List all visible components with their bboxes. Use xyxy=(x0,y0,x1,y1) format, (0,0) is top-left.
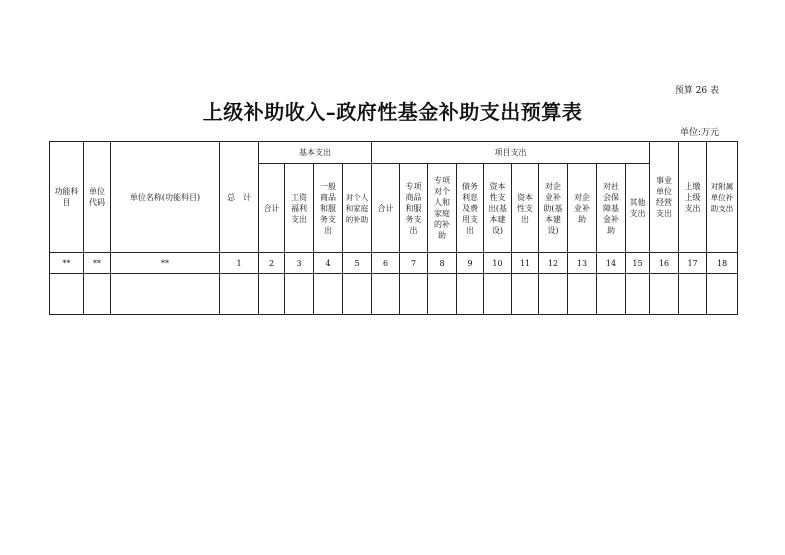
form-number: 预算 26 表 xyxy=(674,86,719,96)
data-cell xyxy=(111,274,220,315)
col-header-basic-subtotal: 合计 xyxy=(259,164,285,253)
data-cell xyxy=(679,274,707,315)
data-cell xyxy=(484,274,512,315)
col-header-func-code: 功能科 目 xyxy=(50,142,84,253)
index-cell: 9 xyxy=(457,253,484,274)
data-cell xyxy=(707,274,738,315)
data-cell xyxy=(626,274,650,315)
col-header-project-group: 项目支出 xyxy=(372,142,650,164)
data-cell xyxy=(314,274,343,315)
col-header-business: 事业 单位 经营 支出 xyxy=(650,142,679,253)
col-header-basic-salary: 工资 福利 支出 xyxy=(285,164,314,253)
col-header-project-social-security: 对社 会保 障基 金补 助 xyxy=(597,164,626,253)
col-header-unit-name: 单位名称(功能科目) xyxy=(111,142,220,253)
index-cell: ** xyxy=(84,253,111,274)
data-cell xyxy=(84,274,111,315)
col-header-project-other: 其他 支出 xyxy=(626,164,650,253)
index-cell: 8 xyxy=(428,253,457,274)
index-cell: 12 xyxy=(539,253,568,274)
index-cell: 16 xyxy=(650,253,679,274)
unit-label: 单位:万元 xyxy=(679,128,719,138)
data-cell xyxy=(220,274,259,315)
header-row-group xyxy=(50,142,738,164)
col-header-unit-code: 单位 代码 xyxy=(84,142,111,253)
col-header-project-enterprise: 对企 业补 助 xyxy=(568,164,597,253)
col-header-basic-group: 基本支出 xyxy=(259,142,372,164)
index-cell: 14 xyxy=(597,253,626,274)
data-cell xyxy=(457,274,484,315)
index-cell: ** xyxy=(50,253,84,274)
index-cell: 1 xyxy=(220,253,259,274)
index-cell: 5 xyxy=(343,253,372,274)
index-cell: 10 xyxy=(484,253,512,274)
data-cell xyxy=(428,274,457,315)
col-header-project-goods: 专项 商品 和服 务支 出 xyxy=(400,164,428,253)
col-header-affiliated: 对附属 单位补 助支出 xyxy=(707,142,738,253)
index-row xyxy=(50,253,738,274)
data-cell xyxy=(259,274,285,315)
col-header-upper: 上缴 上级 支出 xyxy=(679,142,707,253)
page-title: 上级补助收入–政府性基金补助支出预算表 xyxy=(202,100,583,124)
index-cell: 11 xyxy=(512,253,539,274)
col-header-project-capital: 资本 性支 出 xyxy=(512,164,539,253)
index-cell: 17 xyxy=(679,253,707,274)
col-header-project-enterprise-construction: 对企 业补 助(基 本建 设) xyxy=(539,164,568,253)
data-cell xyxy=(539,274,568,315)
index-cell: ** xyxy=(111,253,220,274)
data-cell xyxy=(512,274,539,315)
col-header-project-capital-construction: 资本 性支 出(基 本建 设) xyxy=(484,164,512,253)
index-cell: 7 xyxy=(400,253,428,274)
col-header-project-debt: 债务 利息 及费 用支 出 xyxy=(457,164,484,253)
data-cell xyxy=(343,274,372,315)
data-cell xyxy=(372,274,400,315)
data-cell xyxy=(50,274,84,315)
table-row xyxy=(50,274,738,315)
data-cell xyxy=(285,274,314,315)
index-cell: 15 xyxy=(626,253,650,274)
index-cell: 6 xyxy=(372,253,400,274)
col-header-basic-goods: 一般 商品 和服 务支 出 xyxy=(314,164,343,253)
data-cell xyxy=(568,274,597,315)
index-cell: 4 xyxy=(314,253,343,274)
data-cell xyxy=(400,274,428,315)
col-header-basic-personal: 对个人 和家庭 的补助 xyxy=(343,164,372,253)
index-cell: 2 xyxy=(259,253,285,274)
index-cell: 3 xyxy=(285,253,314,274)
col-header-total: 总 计 xyxy=(220,142,259,253)
data-cell xyxy=(650,274,679,315)
budget-table xyxy=(49,141,738,315)
col-header-project-subtotal: 合计 xyxy=(372,164,400,253)
col-header-project-personal: 专项 对个 人和 家庭 的补 助 xyxy=(428,164,457,253)
index-cell: 18 xyxy=(707,253,738,274)
index-cell: 13 xyxy=(568,253,597,274)
data-cell xyxy=(597,274,626,315)
